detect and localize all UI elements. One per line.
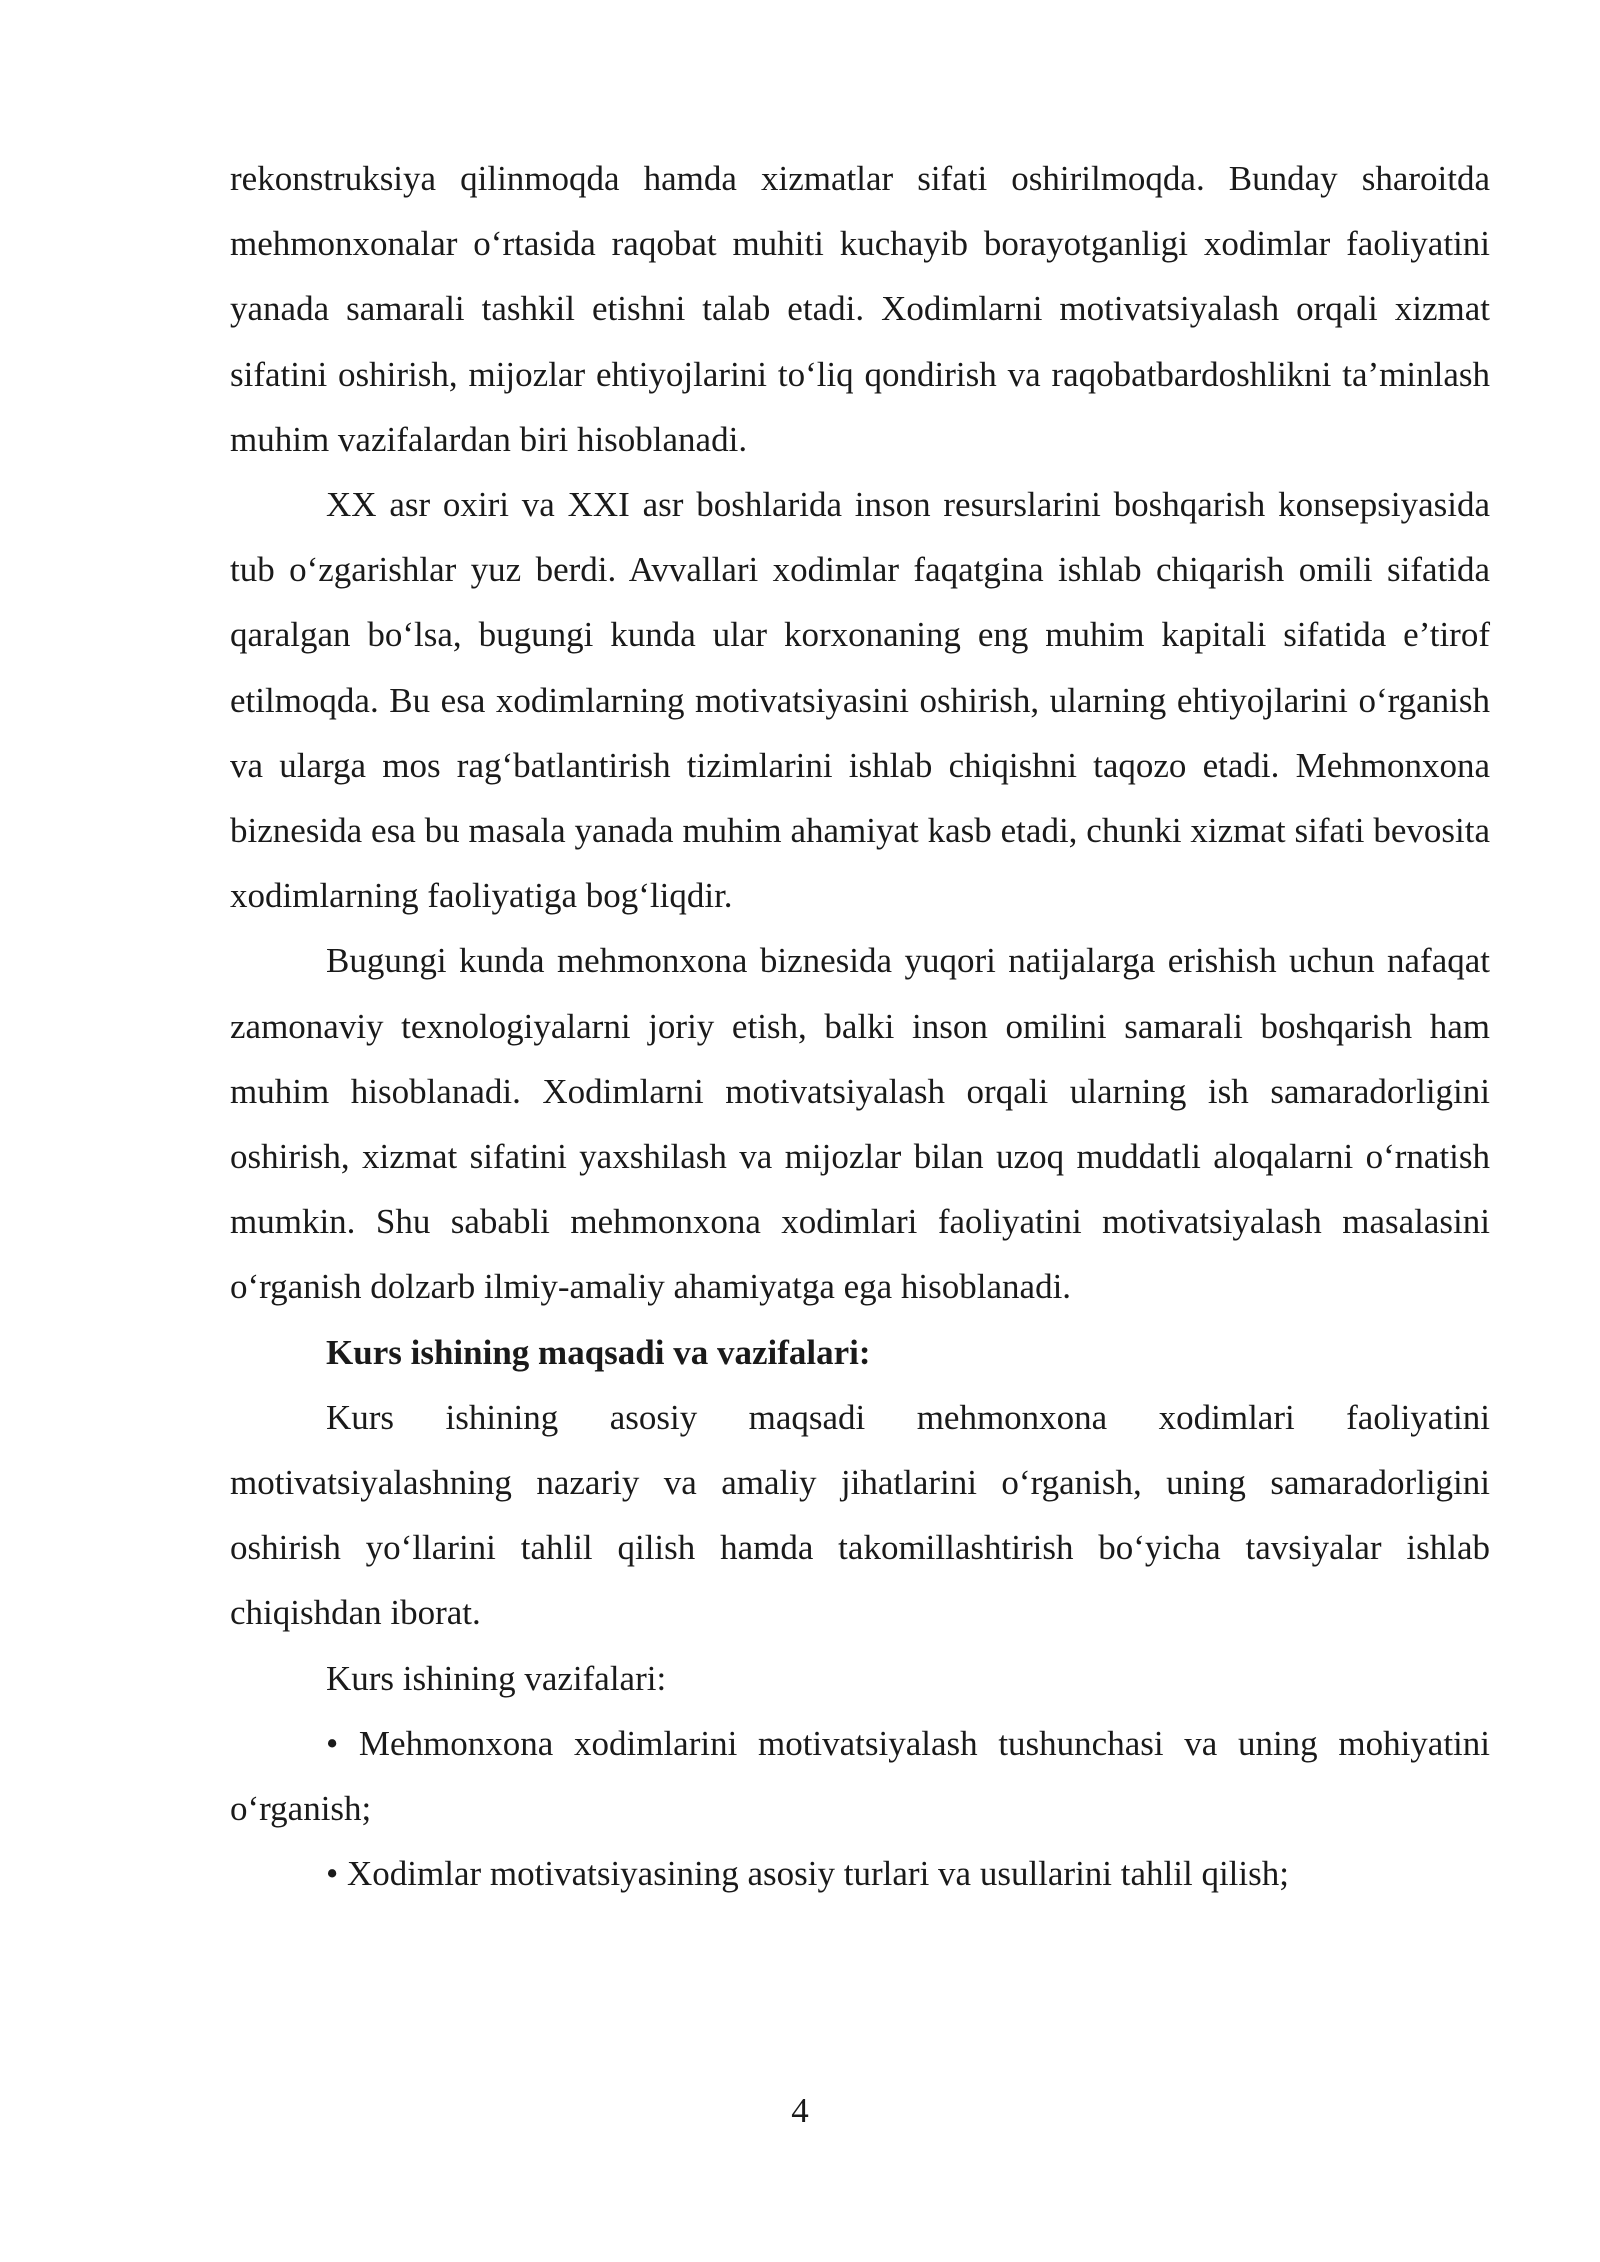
document-page: [230, 146, 1490, 1906]
list-item-task-1: • Mehmonxona xodimlarini motivatsiyalash tushunchasi va uning mohiyatini o‘rganish;: [230, 1723, 1490, 1829]
page-number: 4: [791, 2091, 809, 2130]
paragraph-main-goal: Kurs ishining asosiy maqsadi mehmonxona xodimlari faoliyatini motivatsiyalashning nazariy va amaliy jihatlarini o‘rganish, uning samaradorligini oshirish yo‘llarini tahlil qilish hamda takomillashtirish bo‘yicha tavsiyalar ishlab chiqishdan iborat.: [230, 1397, 1490, 1633]
section-heading-goals: Kurs ishining maqsadi va vazifalari:: [326, 1332, 871, 1372]
paragraph-hr-concept: XX asr oxiri va XXI asr boshlarida inson resurslarini boshqarish konsepsiyasida tub o‘zgarishlar yuz berdi. Avvallari xodimlar faqatgina ishlab chiqarish omili sifatida qaralgan bo‘lsa, bugungi kunda ular korxonaning eng muhim kapitali sifatida e’tirof etilmoqda. Bu esa xodimlarning motivatsiyasini oshirish, ularning ehtiyojlarini o‘rganish va ularga mos rag‘batlantirish tizimlarini ishlab chiqishni taqozo etadi. Mehmonxona biznesida esa bu masala yanada muhim ahamiyat kasb etadi, chunki xizmat sifati bevosita xodimlarning faoliyatiga bog‘liqdir.: [230, 485, 1490, 916]
list-item-task-2: • Xodimlar motivatsiyasining asosiy turlari va usullarini tahlil qilish;: [326, 1854, 1289, 1894]
tasks-label: Kurs ishining vazifalari:: [326, 1658, 667, 1698]
paragraph-hotel-business: Bugungi kunda mehmonxona biznesida yuqori natijalarga erishish uchun nafaqat zamonaviy texnologiyalarni joriy etish, balki inson omilini samarali boshqarish ham muhim hisoblanadi. Xodimlarni motivatsiyalash orqali ularning ish samaradorligini oshirish, xizmat sifatini yaxshilash va mijozlar bilan uzoq muddatli aloqalarni o‘rnatish mumkin. Shu sababli mehmonxona xodimlari faoliyatini motivatsiyalash masalasini o‘rganish dolzarb ilmiy-amaliy ahamiyatga ega hisoblanadi.: [230, 941, 1490, 1307]
paragraph-continuation: rekonstruksiya qilinmoqda hamda xizmatlar sifati oshirilmoqda. Bunday sharoitda mehmonxonalar o‘rtasida raqobat muhiti kuchayib borayotganligi xodimlar faoliyatini yanada samarali tashkil etishni talab etadi. Xodimlarni motivatsiyalash orqali xizmat sifatini oshirish, mijozlar ehtiyojlarini to‘liq qondirish va raqobatbardoshlikni ta’minlash muhim vazifalardan biri hisoblanadi.: [230, 159, 1490, 459]
